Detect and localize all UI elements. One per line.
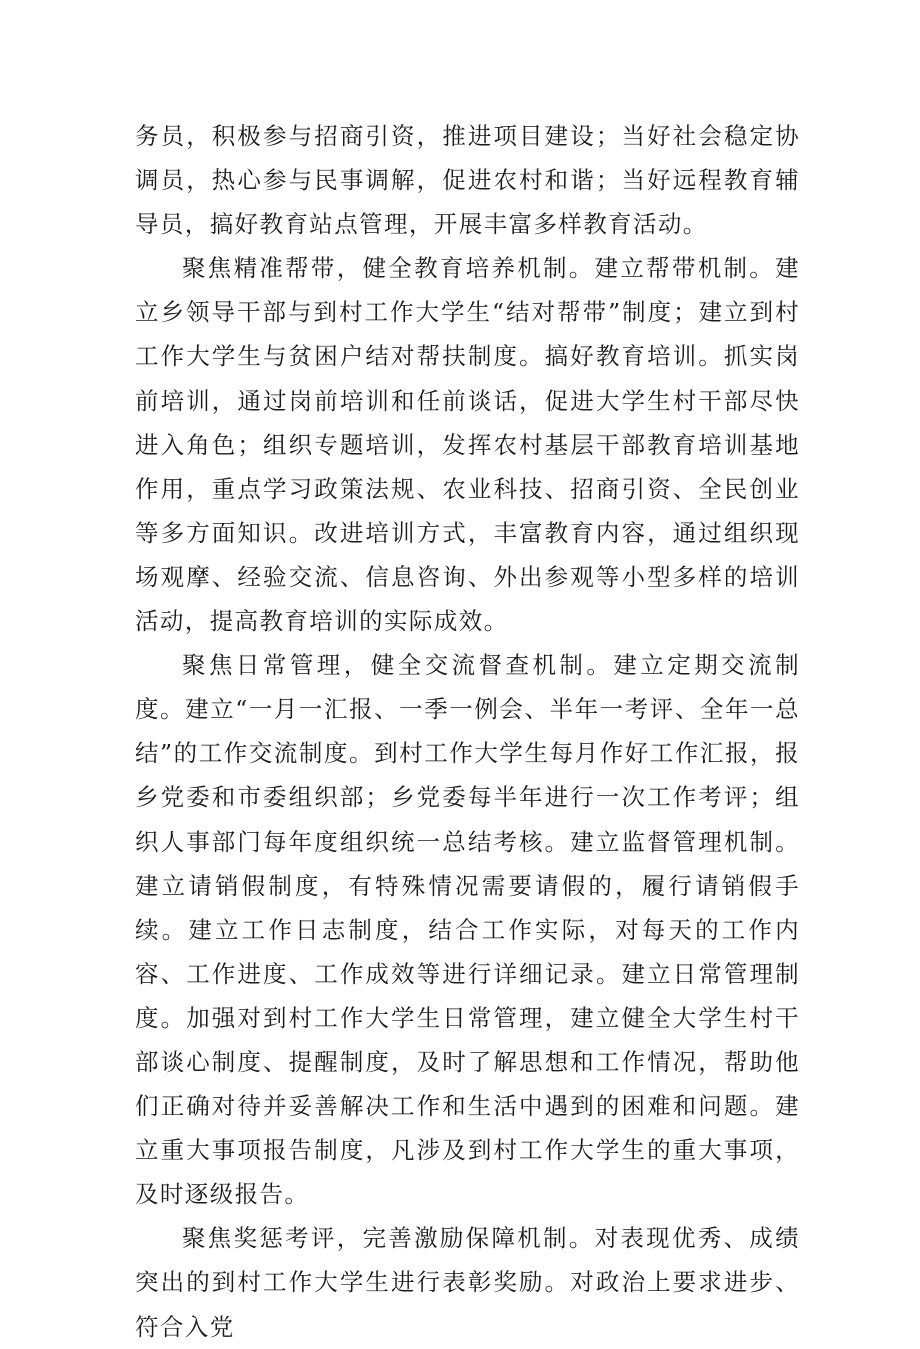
paragraph-education-training: 聚焦精准帮带，健全教育培养机制。建立帮带机制。建立乡领导干部与到村工作大学生“结对帮带”制度；建立到村工作大学生与贫困户结对帮扶制度。搞好教育培训。抓实岗前培训，通过岗前培训和任前谈话，促进大学生村干部尽快进入角色；组织专题培训，发挥农村基层干部教育培训基地作用，重点学习政策法规、农业科技、招商引资、全民创业等多方面知识。改进培训方式，丰富教育内容，通过组织现场观摩、经验交流、信息咨询、外出参观等小型多样的培训活动，提高教育培训的实际成效。 bbox=[135, 254, 800, 636]
document-body bbox=[135, 114, 800, 1349]
paragraph-continued: 务员，积极参与招商引资，推进项目建设；当好社会稳定协调员，热心参与民事调解，促进农村和谐；当好远程教育辅导员，搞好教育站点管理，开展丰富多样教育活动。 bbox=[135, 122, 800, 239]
paragraph-rewards-incentives: 聚焦奖惩考评，完善激励保障机制。对表现优秀、成绩突出的到村工作大学生进行表彰奖励。对政治上要求进步、符合入党 bbox=[135, 1224, 800, 1341]
paragraph-daily-management: 聚焦日常管理，健全交流督查机制。建立定期交流制度。建立“一月一汇报、一季一例会、半年一考评、全年一总结”的工作交流制度。到村工作大学生每月作好工作汇报，报乡党委和市委组织部；乡党委每半年进行一次工作考评；组织人事部门每年度组织统一总结考核。建立监督管理机制。建立请销假制度，有特殊情况需要请假的，履行请销假手续。建立工作日志制度，结合工作实际，对每天的工作内容、工作进度、工作成效等进行详细记录。建立日常管理制度。加强对到村工作大学生日常管理，建立健全大学生村干部谈心制度、提醒制度，及时了解思想和工作情况，帮助他们正确对待并妥善解决工作和生活中遇到的困难和问题。建立重大事项报告制度，凡涉及到村工作大学生的重大事项，及时逐级报告。 bbox=[135, 651, 800, 1209]
